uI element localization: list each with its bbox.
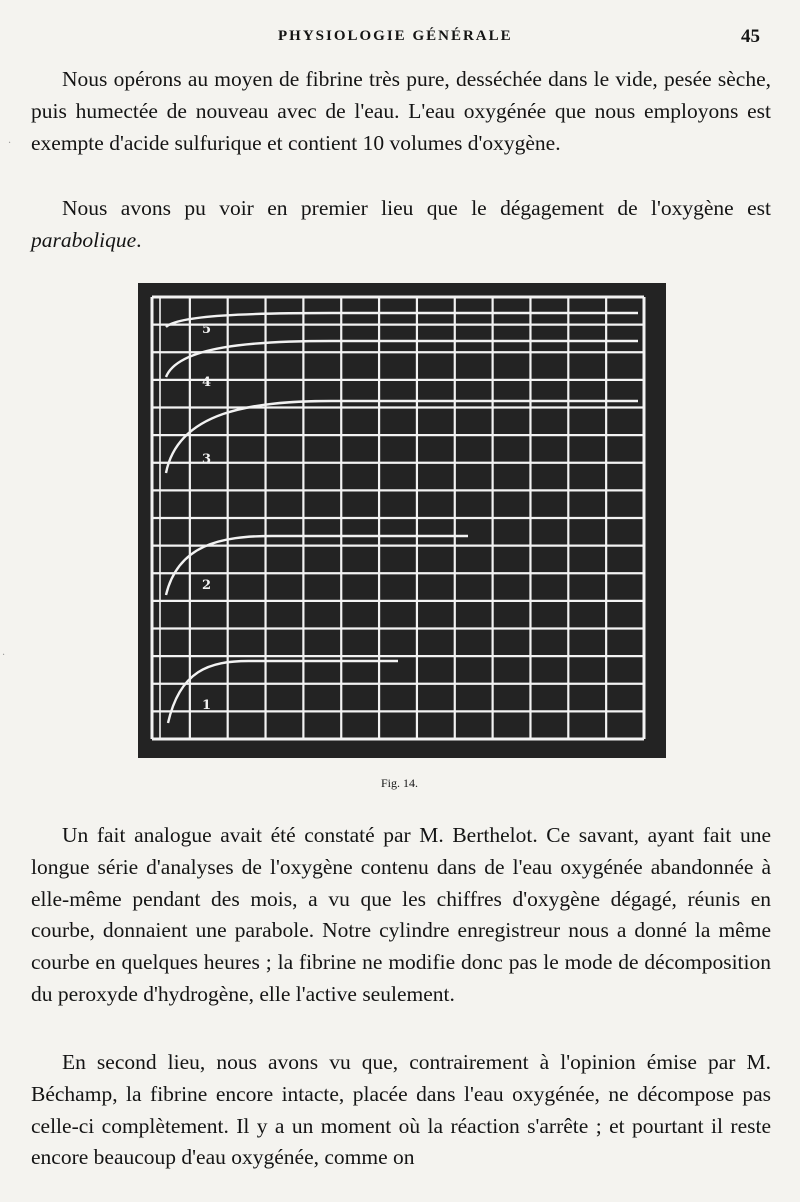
paragraph-3 (31, 820, 771, 1011)
running-head: PHYSIOLOGIE GÉNÉRALE (278, 28, 513, 44)
curve-label-1: 1 (202, 698, 212, 713)
figure-background (138, 283, 666, 758)
margin-mark: · (8, 138, 12, 149)
page-number: 45 (741, 26, 760, 47)
paragraph-2-italic: parabolique (31, 227, 137, 252)
curve-label-5: 5 (202, 322, 212, 337)
figure-14-graph (138, 283, 666, 758)
figure-caption: Fig. 14. (381, 776, 419, 790)
paragraph-4-text: En second lieu, nous avons vu que, contrairement à l'opinion émise par M. Béchamp, la fibrine encore intacte, placée dans l'eau oxygénée, ne décompose pas celle-ci complètement. Il y a un moment où la réaction s'arrête ; et pourtant il reste encore beaucoup d'eau oxygénée, comme on (31, 1050, 771, 1170)
paragraph-2-text (31, 193, 771, 257)
curve-label-3: 3 (202, 452, 212, 467)
paragraph-3-text: Un fait analogue avait été constaté par M. Berthelot. Ce savant, ayant fait une longue série d'analyses de l'oxygène contenu dans de l'eau oxygénée abandonnée à elle-même pendant des mois, a vu que les chiffres d'oxygène dégagé, réunis en courbe, donnaient une parabole. Notre cylindre enregistreur nous a donné la même courbe en quelques heures ; la fibrine ne modifie donc pas le mode de décomposition du peroxyde d'hydrogène, elle l'active seulement. (31, 823, 771, 1006)
curve-label-2: 2 (202, 578, 212, 593)
margin-mark: · (2, 650, 6, 661)
paragraph-2-text-start: Nous avons pu voir en premier lieu que le dégagement de l'oxygène est (62, 196, 771, 220)
paragraph-4 (31, 1047, 771, 1174)
paragraph-2 (31, 193, 771, 257)
curve-label-4: 4 (202, 375, 212, 390)
paragraph-1 (31, 64, 771, 159)
page-header (0, 26, 800, 50)
paragraph-1-text: Nous opérons au moyen de fibrine très pure, desséchée dans le vide, pesée sèche, puis humectée de nouveau avec de l'eau. L'eau oxygénée que nous employons est exempte d'acide sulfurique et contient 10 volumes d'oxygène. (31, 67, 771, 155)
figure-14 (138, 283, 666, 758)
paragraph-2-text-end: . (136, 227, 142, 252)
